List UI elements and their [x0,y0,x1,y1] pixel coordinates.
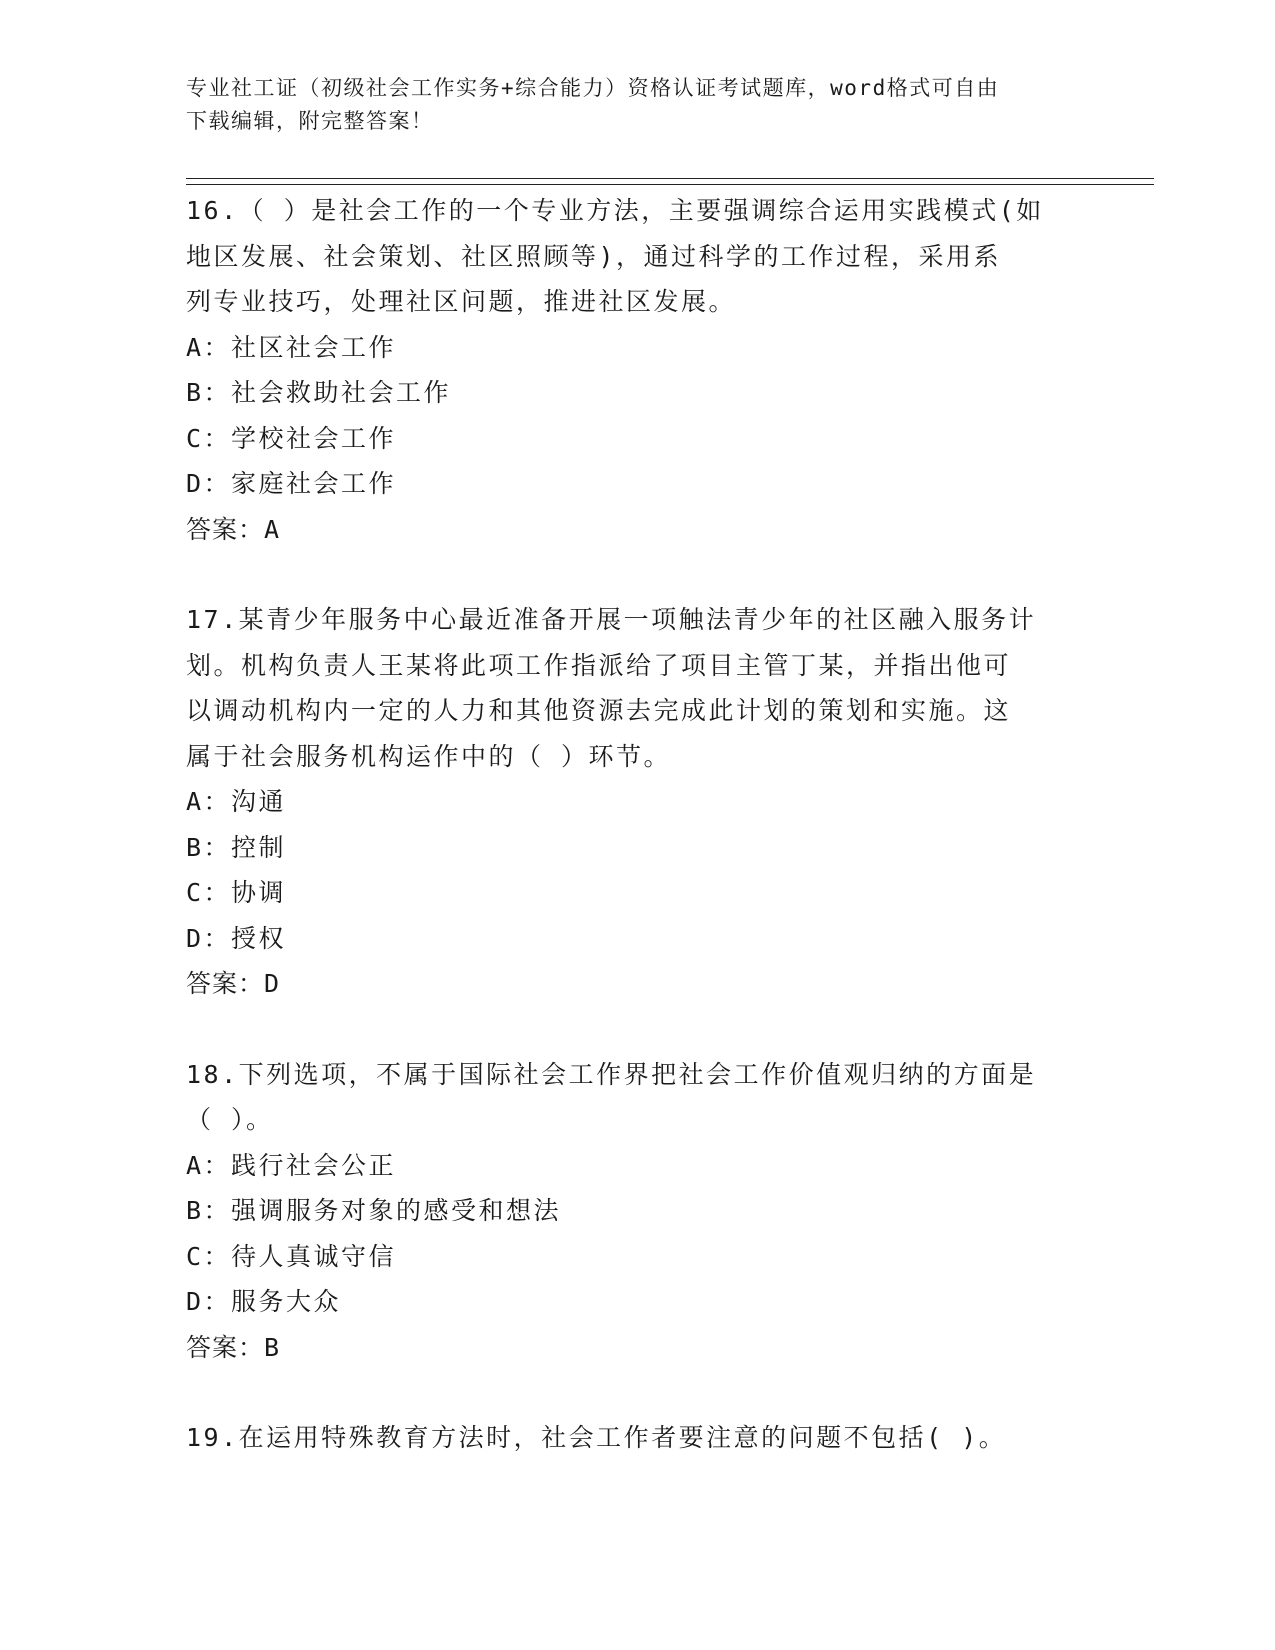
answer-label: 答案： [186,1332,265,1362]
question-text-line: （ ）。 [186,1105,274,1134]
option-c: C：协调 [186,878,287,907]
question-text-line: 17.某青少年服务中心最近准备开展一项触法青少年的社区融入服务计 [186,605,1037,634]
option-a: A：社区社会工作 [186,332,397,362]
question-text-line: 属于社会服务机构运作中的（ ）环节。 [186,741,672,771]
question-text-line: 地区发展、社会策划、社区照顾等)，通过科学的工作过程，采用系 [186,241,1002,271]
question-18 [186,1052,1076,1371]
question-text-line: 16.（ ）是社会工作的一个专业方法，主要强调综合运用实践模式(如 [186,196,1044,225]
answer-label: 答案： [186,969,265,998]
header-line-2: 下载编辑，附完整答案！ [186,109,434,133]
option-a: A：践行社会公正 [186,1150,397,1180]
option-b: B：社会救助社会工作 [186,378,452,407]
question-text-line: 19.在运用特殊教育方法时，社会工作者要注意的问题不包括( )。 [186,1423,1007,1452]
question-16 [186,188,1076,552]
answer-line [186,507,1076,553]
option-b: B：控制 [186,832,287,862]
answer-line [186,1325,1076,1371]
question-text-line: 划。机构负责人王某将此项工作指派给了项目主管丁某，并指出他可 [186,650,1012,680]
question-text-line: 以调动机构内一定的人力和其他资源去完成此计划的策划和实施。这 [186,696,1012,725]
question-19 [186,1415,1076,1461]
answer-value: D [264,969,281,998]
option-c: C：待人真诚守信 [186,1241,397,1271]
option-d: D：家庭社会工作 [186,469,397,498]
question-list [186,188,1076,1506]
question-17 [186,597,1076,1007]
header-divider-bottom [186,184,1154,185]
option-d: D：授权 [186,923,287,953]
document-header [186,72,1086,138]
option-d: D：服务大众 [186,1287,342,1316]
answer-label: 答案： [186,514,265,544]
answer-value: B [264,1332,281,1362]
option-a: A：沟通 [186,787,287,816]
option-c: C：学校社会工作 [186,423,397,453]
answer-value: A [264,514,281,544]
option-b: B：强调服务对象的感受和想法 [186,1196,562,1225]
question-text-line: 18.下列选项，不属于国际社会工作界把社会工作价值观归纳的方面是 [186,1059,1037,1089]
header-line-1: 专业社工证（初级社会工作实务+综合能力）资格认证考试题库，word格式可自由 [186,76,1000,100]
answer-line [186,961,1076,1007]
question-text-line: 列专业技巧，处理社区问题，推进社区发展。 [186,287,737,316]
header-divider-top [186,178,1154,179]
